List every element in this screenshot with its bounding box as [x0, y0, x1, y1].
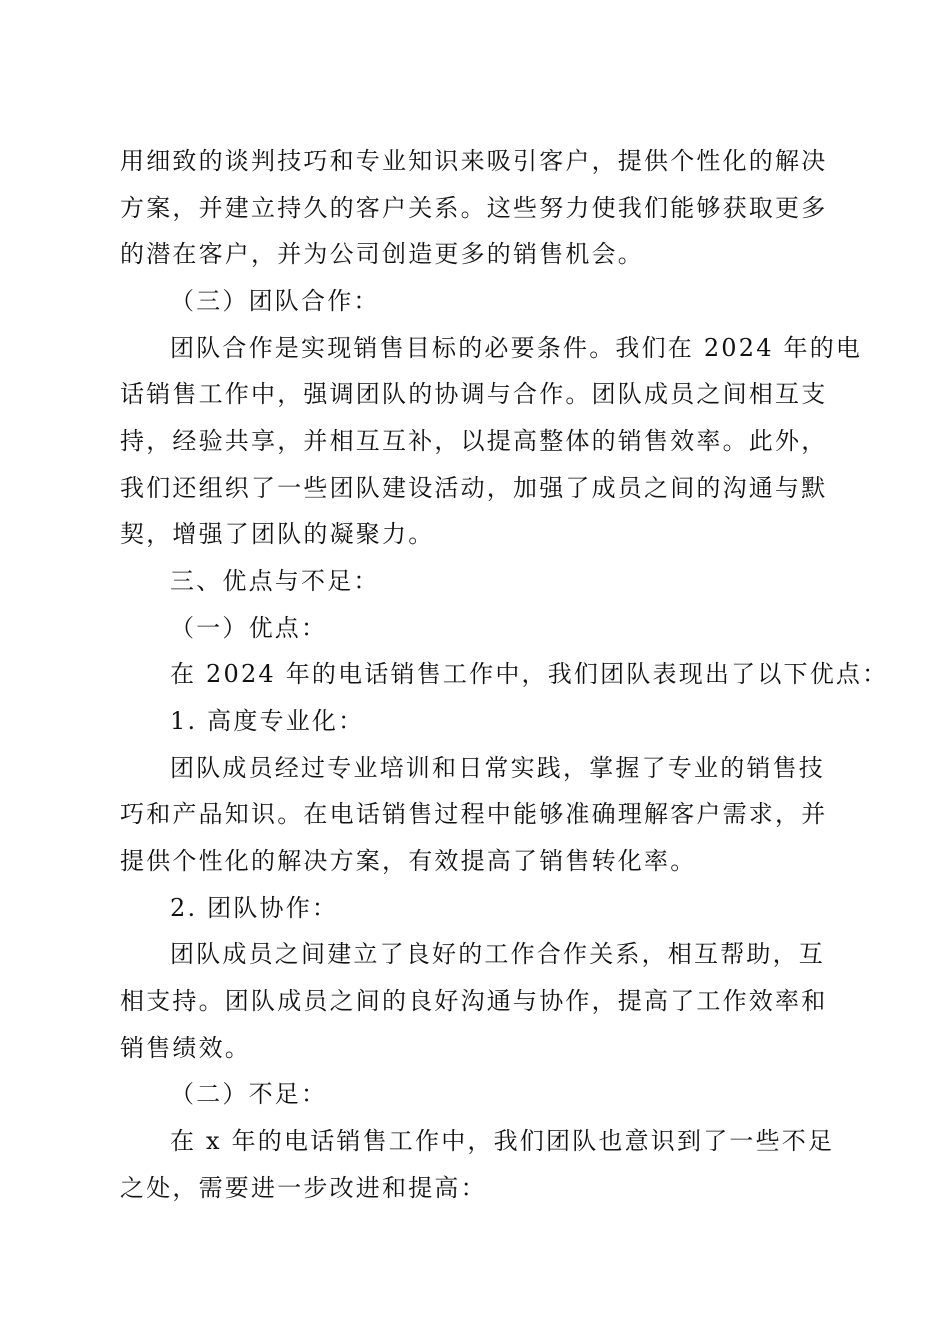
- subsection-heading: （二）不足：: [170, 1080, 328, 1108]
- item-heading: 1. 高度专业化：: [170, 707, 365, 735]
- paragraph-line: 在 x 年的电话销售工作中，我们团队也意识到了一些不足: [170, 1127, 835, 1155]
- paragraph-line: 团队合作是实现销售目标的必要条件。我们在 2024 年的电: [170, 334, 863, 362]
- section-heading: 三、优点与不足：: [170, 567, 380, 595]
- paragraph-line: 的潜在客户，并为公司创造更多的销售机会。: [120, 240, 644, 268]
- paragraph-line: 巧和产品知识。在电话销售过程中能够准确理解客户需求，并: [120, 800, 828, 828]
- section-heading: （三）团队合作：: [170, 287, 380, 315]
- paragraph-line: 我们还组织了一些团队建设活动，加强了成员之间的沟通与默: [120, 474, 828, 502]
- paragraph-line: 销售绩效。: [120, 1034, 251, 1062]
- paragraph-line: 在 2024 年的电话销售工作中，我们团队表现出了以下优点：: [170, 660, 889, 688]
- item-heading: 2. 团队协作：: [170, 894, 339, 922]
- paragraph-line: 提供个性化的解决方案，有效提高了销售转化率。: [120, 847, 697, 875]
- paragraph-line: 用细致的谈判技巧和专业知识来吸引客户，提供个性化的解决: [120, 147, 828, 175]
- paragraph-line: 契，增强了团队的凝聚力。: [120, 520, 435, 548]
- paragraph-line: 话销售工作中，强调团队的协调与合作。团队成员之间相互支: [120, 380, 828, 408]
- paragraph-line: 相支持。团队成员之间的良好沟通与协作，提高了工作效率和: [120, 987, 828, 1015]
- paragraph-line: 持，经验共享，并相互互补，以提高整体的销售效率。此外，: [120, 427, 828, 455]
- paragraph-line: 方案，并建立持久的客户关系。这些努力使我们能够获取更多: [120, 194, 828, 222]
- paragraph-line: 之处，需要进一步改进和提高：: [120, 1174, 487, 1202]
- subsection-heading: （一）优点：: [170, 614, 328, 642]
- paragraph-line: 团队成员经过专业培训和日常实践，掌握了专业的销售技: [170, 754, 825, 782]
- paragraph-line: 团队成员之间建立了良好的工作合作关系，相互帮助，互: [170, 940, 825, 968]
